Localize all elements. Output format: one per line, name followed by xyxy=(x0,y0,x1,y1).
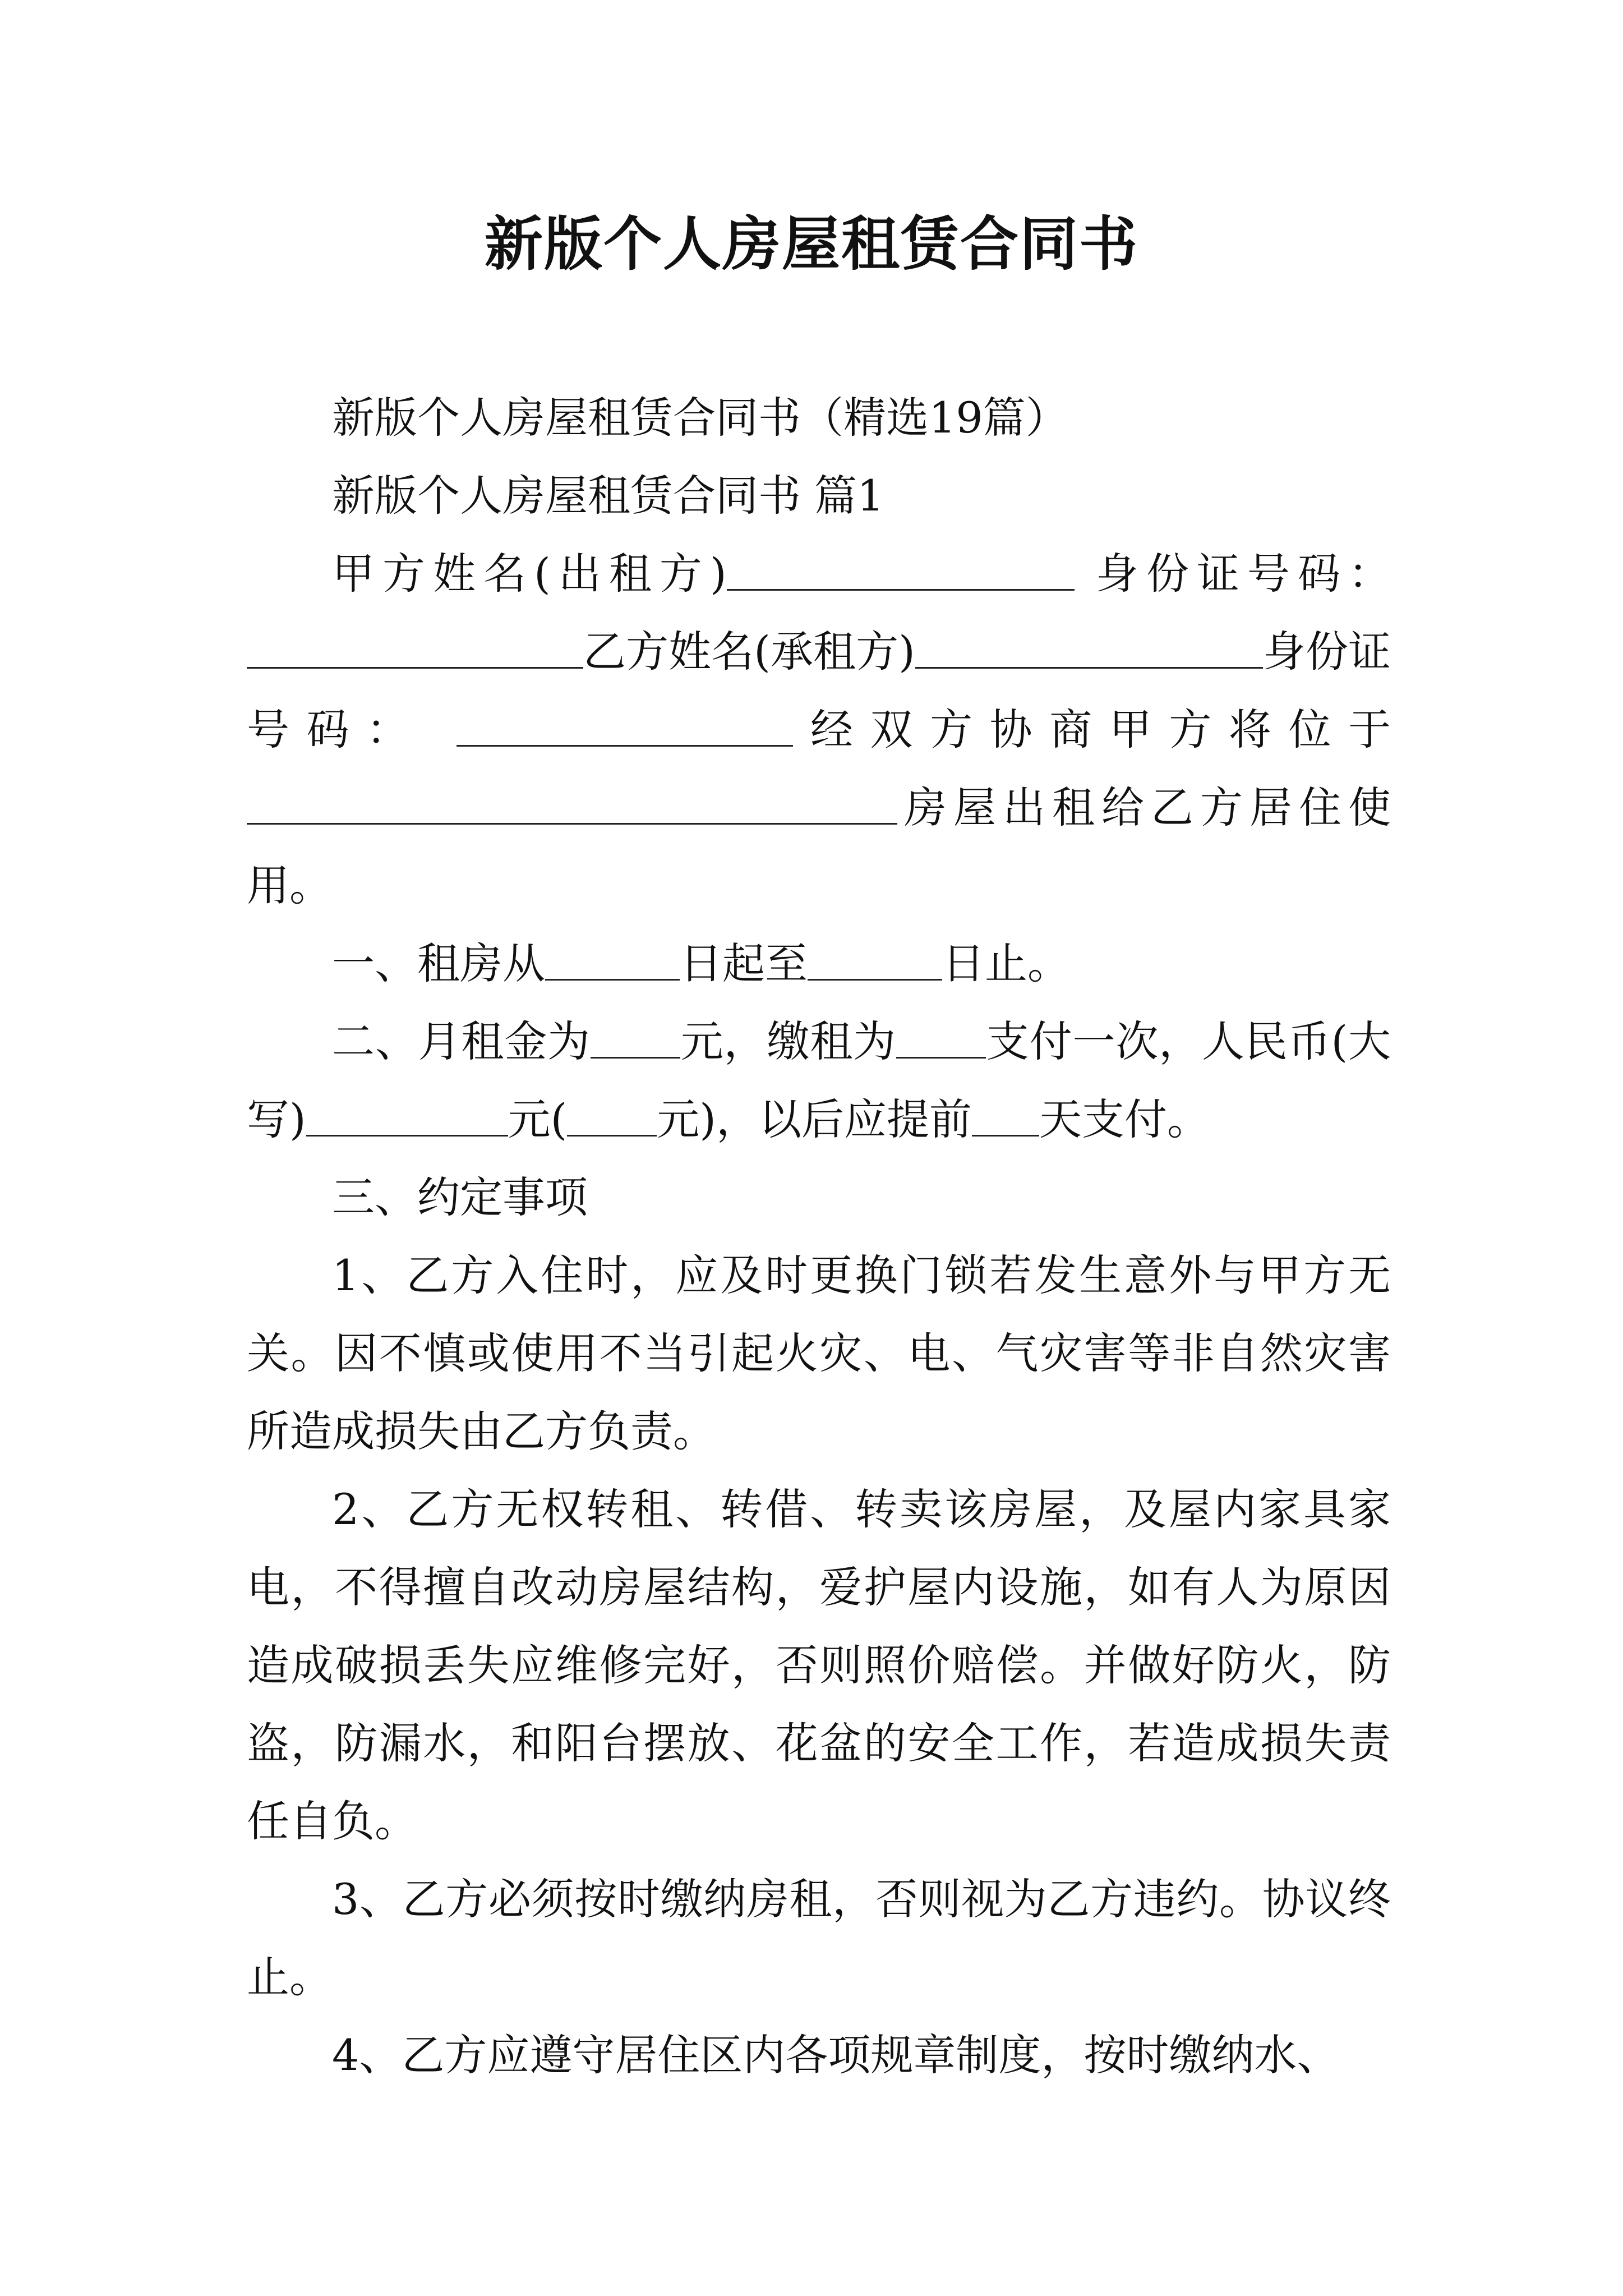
agreement-location-label: 经双方协商甲方将位于 xyxy=(793,705,1391,754)
property-address-blank xyxy=(247,784,897,824)
rmb-uppercase-blank xyxy=(306,1096,508,1136)
party-b-label: 乙方姓名(承租方) xyxy=(583,627,915,677)
document-body xyxy=(247,379,1391,2094)
party-a-id-label: 身份证号码： xyxy=(1095,549,1391,599)
party-a-name-blank xyxy=(727,550,1075,590)
rmb-uppercase-label: 支付一次，人民币(大写) xyxy=(247,1016,1391,1144)
rent-label: 二、月租金为 xyxy=(332,1016,591,1066)
payment-cycle-blank xyxy=(896,1018,986,1058)
party-b-name-blank xyxy=(915,628,1263,668)
paragraph-section-heading: 新版个人房屋租赁合同书 篇1 xyxy=(332,471,884,521)
paragraph-subtitle: 新版个人房屋租赁合同书（精选19篇） xyxy=(332,393,1068,443)
rental-purpose-text: 房屋出租给乙方居住使用。 xyxy=(247,783,1391,910)
term-end-blank xyxy=(808,940,942,980)
party-a-id-blank xyxy=(247,628,583,668)
advance-payment-label: 元)，以后应提前 xyxy=(657,1094,972,1144)
paragraph-term xyxy=(247,924,1391,1002)
advance-days-blank xyxy=(972,1096,1039,1136)
monthly-rent-blank xyxy=(591,1018,680,1058)
party-a-label: 甲方姓名(出租方) xyxy=(332,549,727,599)
paragraph-parties xyxy=(247,535,1391,924)
term-end-label: 日起至 xyxy=(680,938,808,988)
paragraph-clause-2: 2、乙方无权转租、转借、转卖该房屋，及屋内家具家电，不得擅自改动房屋结构，爱护屋内设施，如有人为原因造成破损丢失应维修完好，否则照价赔偿。并做好防火，防盗，防漏水，和阳台摆放、花盆的安全工作，若造成损失责任自负。 xyxy=(247,1484,1391,1846)
term-start-blank xyxy=(545,940,680,980)
paragraph-clause-3: 3、乙方必须按时缴纳房租，否则视为乙方违约。协议终止。 xyxy=(247,1874,1391,2002)
paragraph-clause-1: 1、乙方入住时，应及时更换门锁若发生意外与甲方无关。因不慎或使用不当引起火灾、电、气灾害等非自然灾害所造成损失由乙方负责。 xyxy=(247,1250,1391,1456)
document-title: 新版个人房屋租赁合同书 xyxy=(484,209,1138,278)
rmb-amount-blank xyxy=(567,1096,657,1136)
term-end-suffix: 日止。 xyxy=(942,938,1070,988)
party-b-id-label: 身份证号码： xyxy=(247,627,1391,754)
payment-cycle-label: 元，缴租为 xyxy=(680,1016,897,1066)
paragraph-rent xyxy=(247,1002,1391,1158)
party-b-id-blank xyxy=(457,706,793,746)
paragraph-terms-heading: 三、约定事项 xyxy=(332,1172,588,1222)
paragraph-clause-4: 4、乙方应遵守居住区内各项规章制度，按时缴纳水、 xyxy=(332,2030,1340,2080)
rmb-amount-label: 元( xyxy=(508,1094,568,1144)
term-start-label: 一、租房从 xyxy=(332,938,545,988)
advance-payment-suffix: 天支付。 xyxy=(1039,1094,1210,1144)
